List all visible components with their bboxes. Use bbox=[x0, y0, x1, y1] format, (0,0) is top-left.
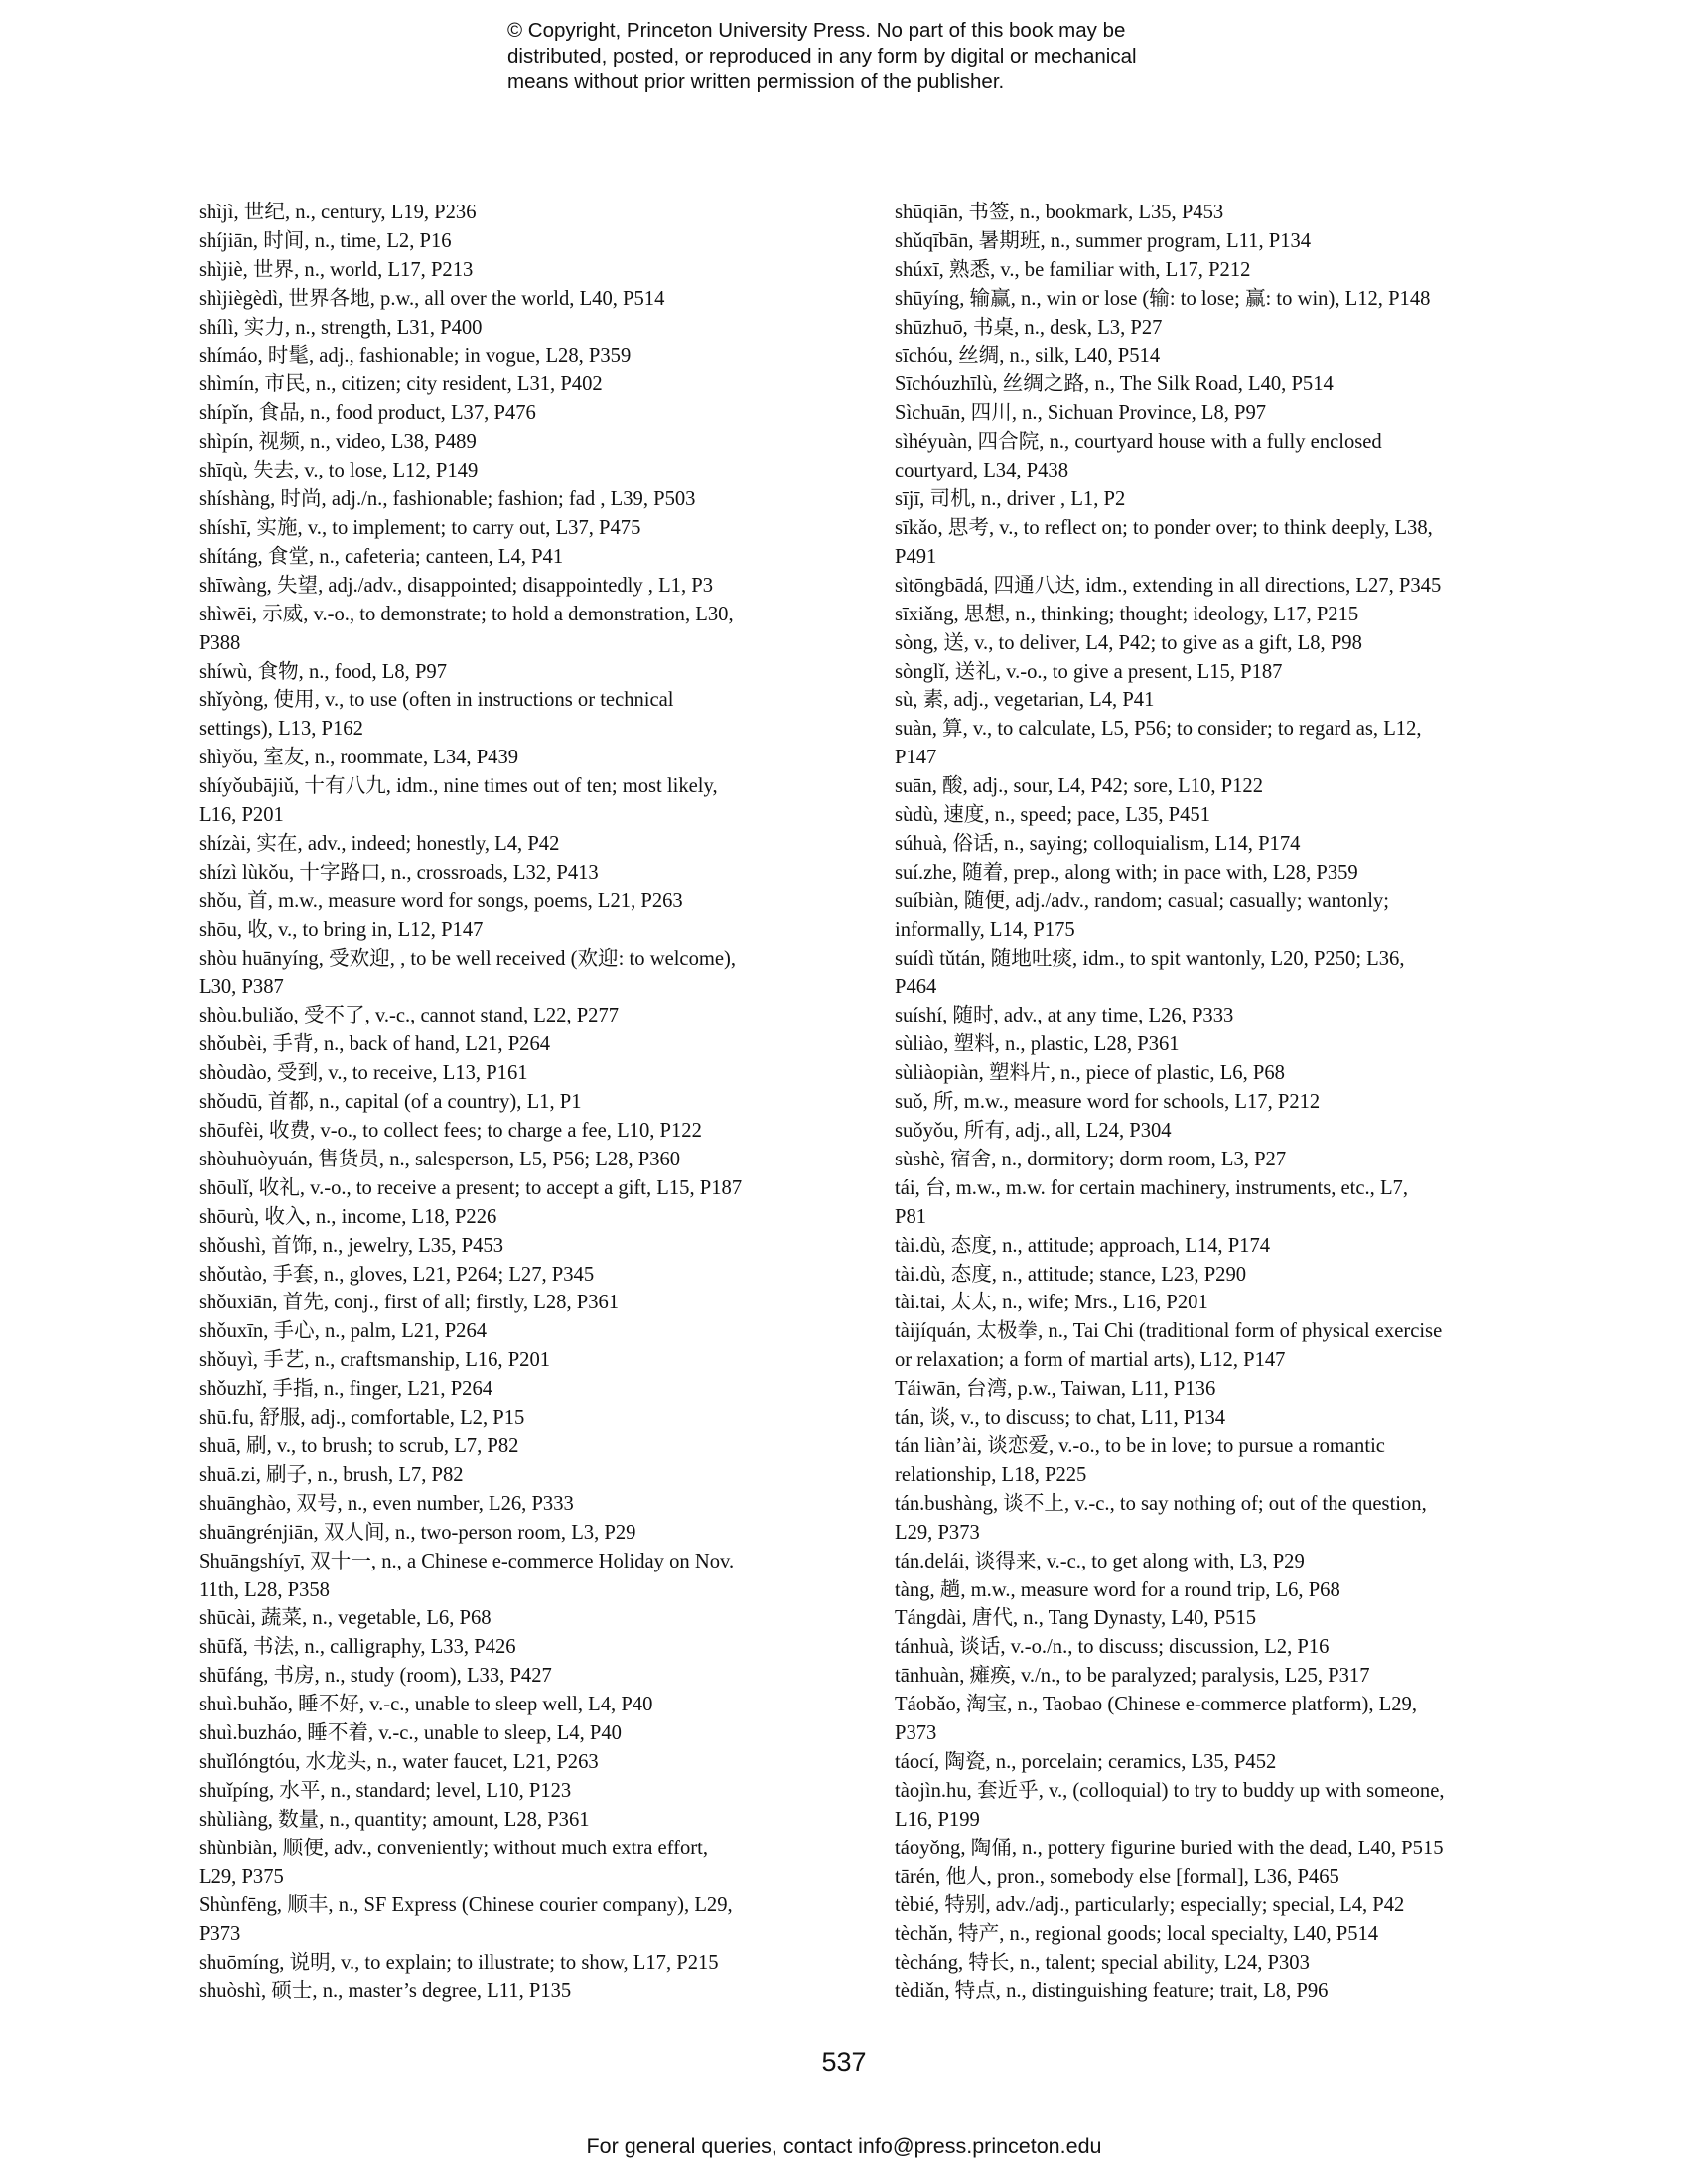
glossary-entry-line: shòu huānyíng, 受欢迎, , to be well received (欢迎: to welcome), bbox=[199, 947, 737, 970]
glossary-entry-line: shuì.buzháo, 睡不着, v.-c., unable to sleep, L4, P40 bbox=[199, 1722, 622, 1745]
glossary-entry-line: shūcài, 蔬菜, n., vegetable, L6, P68 bbox=[199, 1607, 492, 1630]
glossary-entry-line: L16, P199 bbox=[895, 1808, 980, 1831]
glossary-entry-line: shǐyòng, 使用, v., to use (often in instructions or technical bbox=[199, 689, 674, 712]
glossary-entry-line: sīchóu, 丝绸, n., silk, L40, P514 bbox=[895, 344, 1161, 367]
glossary-entry-line: Sīchóuzhīlù, 丝绸之路, n., The Silk Road, L40, P514 bbox=[895, 373, 1334, 396]
glossary-entry-line: sīxiǎng, 思想, n., thinking; thought; ideology, L17, P215 bbox=[895, 603, 1359, 625]
glossary-entry-line: P388 bbox=[199, 631, 241, 654]
glossary-right-column bbox=[895, 199, 1500, 2006]
glossary-entry-line: sùdù, 速度, n., speed; pace, L35, P451 bbox=[895, 804, 1211, 827]
glossary-entry-line: shǔqībān, 暑期班, n., summer program, L11, P134 bbox=[895, 229, 1312, 252]
glossary-entry-line: shúxī, 熟悉, v., be familiar with, L17, P212 bbox=[895, 258, 1251, 281]
glossary-entry-line: Tángdài, 唐代, n., Tang Dynasty, L40, P515 bbox=[895, 1607, 1257, 1630]
glossary-entry-line: shǒubèi, 手背, n., back of hand, L21, P264 bbox=[199, 1033, 551, 1056]
glossary-entry-line: shōu, 收, v., to bring in, L12, P147 bbox=[199, 918, 484, 941]
glossary-entry-line: shìjiègèdì, 世界各地, p.w., all over the world, L40, P514 bbox=[199, 287, 665, 310]
glossary-entry-line: shíyǒubājiǔ, 十有八九, idm., nine times out of ten; most likely, bbox=[199, 775, 718, 798]
glossary-entry-line: shìpín, 视频, n., video, L38, P489 bbox=[199, 431, 477, 454]
glossary-entry-line: sījī, 司机, n., driver , L1, P2 bbox=[895, 488, 1126, 511]
glossary-entry-line: sù, 素, adj., vegetarian, L4, P41 bbox=[895, 689, 1155, 712]
glossary-entry-line: Táiwān, 台湾, p.w., Taiwan, L11, P136 bbox=[895, 1378, 1216, 1401]
glossary-left-column bbox=[199, 199, 874, 2006]
glossary-entry-line: súhuà, 俗话, n., saying; colloquialism, L14, P174 bbox=[895, 832, 1301, 855]
glossary-entry-line: shū.fu, 舒服, adj., comfortable, L2, P15 bbox=[199, 1407, 525, 1430]
glossary-entry-line: Sìchuān, 四川, n., Sichuan Province, L8, P97 bbox=[895, 402, 1267, 425]
glossary-entry-line: L30, P387 bbox=[199, 976, 284, 999]
glossary-entry-line: shìjiè, 世界, n., world, L17, P213 bbox=[199, 258, 474, 281]
glossary-entry-line: shūzhuō, 书桌, n., desk, L3, P27 bbox=[895, 316, 1163, 339]
glossary-entry-line: shūyíng, 输赢, n., win or lose (输: to lose; 赢: to win), L12, P148 bbox=[895, 287, 1431, 310]
glossary-entry-line: shízài, 实在, adv., indeed; honestly, L4, P42 bbox=[199, 832, 560, 855]
glossary-entry-line: shǒutào, 手套, n., gloves, L21, P264; L27, P345 bbox=[199, 1263, 595, 1286]
glossary-entry-line: shílì, 实力, n., strength, L31, P400 bbox=[199, 316, 483, 339]
glossary-entry-line: P147 bbox=[895, 747, 937, 769]
glossary-entry-line: shuā.zi, 刷子, n., brush, L7, P82 bbox=[199, 1463, 464, 1486]
glossary-entry-line: relationship, L18, P225 bbox=[895, 1463, 1087, 1486]
glossary-entry-line: suàn, 算, v., to calculate, L5, P56; to consider; to regard as, L12, bbox=[895, 718, 1422, 741]
glossary-entry-line: shípǐn, 食品, n., food product, L37, P476 bbox=[199, 402, 536, 425]
glossary-entry-line: tàijíquán, 太极拳, n., Tai Chi (traditional form of physical exercise bbox=[895, 1320, 1443, 1343]
glossary-entry-line: sòng, 送, v., to deliver, L4, P42; to give as a gift, L8, P98 bbox=[895, 631, 1362, 654]
glossary-entry-line: sùliào, 塑料, n., plastic, L28, P361 bbox=[895, 1033, 1180, 1056]
glossary-entry-line: sùliàopiàn, 塑料片, n., piece of plastic, L6, P68 bbox=[895, 1062, 1285, 1085]
glossary-entry-line: shǒuxiān, 首先, conj., first of all; firstly, L28, P361 bbox=[199, 1292, 620, 1314]
glossary-entry-line: L16, P201 bbox=[199, 804, 284, 827]
glossary-entry-line: sīkǎo, 思考, v., to reflect on; to ponder over; to think deeply, L38, bbox=[895, 516, 1433, 539]
glossary-entry-line: sìtōngbādá, 四通八达, idm., extending in all directions, L27, P345 bbox=[895, 574, 1442, 597]
glossary-entry-line: táoyǒng, 陶俑, n., pottery figurine buried with the dead, L40, P515 bbox=[895, 1837, 1444, 1859]
glossary-entry-line: tái, 台, m.w., m.w. for certain machinery, instruments, etc., L7, bbox=[895, 1176, 1408, 1199]
glossary-entry-line: shūqiān, 书签, n., bookmark, L35, P453 bbox=[895, 202, 1224, 223]
glossary-entry-line: shuānghào, 双号, n., even number, L26, P333 bbox=[199, 1492, 574, 1515]
glossary-entry-line: shīqù, 失去, v., to lose, L12, P149 bbox=[199, 460, 479, 482]
footer-contact: For general queries, contact info@press.princeton.edu bbox=[586, 2134, 1102, 2158]
copyright-line: means without prior written permission of the publisher. bbox=[507, 70, 1005, 93]
glossary-entry-line: suǒ, 所, m.w., measure word for schools, L17, P212 bbox=[895, 1091, 1321, 1114]
glossary-entry-line: shōurù, 收入, n., income, L18, P226 bbox=[199, 1205, 497, 1228]
glossary-entry-line: shízì lùkǒu, 十字路口, n., crossroads, L32, P413 bbox=[199, 861, 599, 884]
glossary-entry-line: P81 bbox=[895, 1205, 927, 1228]
glossary-entry-line: shǒu, 首, m.w., measure word for songs, poems, L21, P263 bbox=[199, 889, 683, 912]
glossary-entry-line: shíshī, 实施, v., to implement; to carry out, L37, P475 bbox=[199, 516, 641, 539]
glossary-entry-line: courtyard, L34, P438 bbox=[895, 460, 1069, 482]
glossary-entry-line: tài.dù, 态度, n., attitude; stance, L23, P290 bbox=[895, 1263, 1247, 1286]
glossary-entry-line: suíbiàn, 随便, adj./adv., random; casual; casually; wantonly; bbox=[895, 889, 1389, 912]
glossary-entry-line: P491 bbox=[895, 545, 937, 568]
glossary-entry-line: shíshàng, 时尚, adj./n., fashionable; fashion; fad , L39, P503 bbox=[199, 488, 696, 511]
glossary-entry-line: shuāngrénjiān, 双人间, n., two-person room, L3, P29 bbox=[199, 1521, 636, 1544]
glossary-entry-line: shítáng, 食堂, n., cafeteria; canteen, L4, P41 bbox=[199, 545, 564, 568]
glossary-entry-line: suíshí, 随时, adv., at any time, L26, P333 bbox=[895, 1005, 1234, 1027]
glossary-entry-line: shíwù, 食物, n., food, L8, P97 bbox=[199, 660, 447, 683]
glossary-entry-line: shuōmíng, 说明, v., to explain; to illustrate; to show, L17, P215 bbox=[199, 1952, 719, 1975]
page-number: 537 bbox=[821, 2047, 867, 2077]
glossary-entry-line: shǒuzhǐ, 手指, n., finger, L21, P264 bbox=[199, 1378, 493, 1401]
glossary-entry-line: sìhéyuàn, 四合院, n., courtyard house with a fully enclosed bbox=[895, 431, 1382, 454]
glossary-entry-line: shūfáng, 书房, n., study (room), L33, P427 bbox=[199, 1665, 552, 1688]
glossary-entry-line: shuòshì, 硕士, n., master’s degree, L11, P135 bbox=[199, 1980, 572, 2003]
glossary-entry-line: tánhuà, 谈话, v.-o./n., to discuss; discussion, L2, P16 bbox=[895, 1636, 1330, 1659]
glossary-entry-line: shòu.buliǎo, 受不了, v.-c., cannot stand, L22, P277 bbox=[199, 1005, 620, 1027]
glossary-entry-line: tèdiǎn, 特点, n., distinguishing feature; trait, L8, P96 bbox=[895, 1980, 1329, 2003]
glossary-entry-line: shuǐlóngtóu, 水龙头, n., water faucet, L21, P263 bbox=[199, 1750, 599, 1773]
glossary-entry-line: táocí, 陶瓷, n., porcelain; ceramics, L35, P452 bbox=[895, 1750, 1277, 1773]
glossary-entry-line: shìwēi, 示威, v.-o., to demonstrate; to hold a demonstration, L30, bbox=[199, 603, 734, 625]
glossary-entry-line: shòuhuòyuán, 售货员, n., salesperson, L5, P56; L28, P360 bbox=[199, 1148, 681, 1170]
glossary-entry-line: shǒudū, 首都, n., capital (of a country), L1, P1 bbox=[199, 1091, 582, 1114]
glossary-entry-line: suídì tǔtán, 随地吐痰, idm., to spit wantonly, L20, P250; L36, bbox=[895, 947, 1405, 970]
glossary-entry-line: P464 bbox=[895, 976, 937, 999]
glossary-entry-line: tàojìn.hu, 套近乎, v., (colloquial) to try to buddy up with someone, bbox=[895, 1779, 1445, 1802]
glossary-entry-line: 11th, L28, P358 bbox=[199, 1578, 330, 1601]
glossary-entry-line: shìyǒu, 室友, n., roommate, L34, P439 bbox=[199, 747, 519, 769]
glossary-entry-line: tārén, 他人, pron., somebody else [formal], L36, P465 bbox=[895, 1865, 1339, 1888]
glossary-entry-line: tán, 谈, v., to discuss; to chat, L11, P134 bbox=[895, 1407, 1226, 1430]
glossary-entry-line: shīwàng, 失望, adj./adv., disappointed; disappointedly , L1, P3 bbox=[199, 574, 714, 597]
glossary-entry-line: Shùnfēng, 顺丰, n., SF Express (Chinese courier company), L29, bbox=[199, 1894, 733, 1917]
glossary-entry-line: tàng, 趟, m.w., measure word for a round trip, L6, P68 bbox=[895, 1578, 1340, 1601]
glossary-entry-line: shūfǎ, 书法, n., calligraphy, L33, P426 bbox=[199, 1636, 516, 1659]
glossary-entry-line: shuǐpíng, 水平, n., standard; level, L10, P123 bbox=[199, 1779, 572, 1802]
glossary-entry-line: shōufèi, 收费, v-o., to collect fees; to charge a fee, L10, P122 bbox=[199, 1120, 702, 1142]
glossary-entry-line: tài.tai, 太太, n., wife; Mrs., L16, P201 bbox=[895, 1292, 1208, 1314]
glossary-entry-line: shǒuxīn, 手心, n., palm, L21, P264 bbox=[199, 1320, 488, 1343]
glossary-entry-line: L29, P373 bbox=[895, 1521, 980, 1544]
glossary-entry-line: Shuāngshíyī, 双十一, n., a Chinese e-commerce Holiday on Nov. bbox=[199, 1550, 735, 1572]
glossary-entry-line: shuì.buhǎo, 睡不好, v.-c., unable to sleep well, L4, P40 bbox=[199, 1694, 653, 1716]
glossary-entry-line: informally, L14, P175 bbox=[895, 918, 1075, 941]
glossary-entry-line: tèchǎn, 特产, n., regional goods; local specialty, L40, P514 bbox=[895, 1923, 1379, 1946]
glossary-entry-line: or relaxation; a form of martial arts), L12, P147 bbox=[895, 1349, 1286, 1372]
glossary-entry-line: shùliàng, 数量, n., quantity; amount, L28, P361 bbox=[199, 1808, 590, 1831]
glossary-entry-line: shìjì, 世纪, n., century, L19, P236 bbox=[199, 202, 477, 223]
glossary-entry-line: settings), L13, P162 bbox=[199, 718, 363, 741]
glossary-entry-line: suān, 酸, adj., sour, L4, P42; sore, L10, P122 bbox=[895, 775, 1263, 798]
glossary-entry-line: shǒushì, 首饰, n., jewelry, L35, P453 bbox=[199, 1234, 503, 1257]
glossary-entry-line: shìmín, 市民, n., citizen; city resident, L31, P402 bbox=[199, 373, 603, 396]
glossary-entry-line: suǒyǒu, 所有, adj., all, L24, P304 bbox=[895, 1120, 1172, 1142]
copyright-notice bbox=[507, 18, 1262, 95]
glossary-entry-line: sònglǐ, 送礼, v.-o., to give a present, L15, P187 bbox=[895, 660, 1283, 683]
glossary-entry-line: P373 bbox=[895, 1722, 937, 1745]
glossary-entry-line: tèbié, 特别, adv./adj., particularly; especially; special, L4, P42 bbox=[895, 1894, 1405, 1917]
copyright-line: © Copyright, Princeton University Press. No part of this book may be bbox=[507, 19, 1126, 42]
glossary-entry-line: Táobǎo, 淘宝, n., Taobao (Chinese e-commerce platform), L29, bbox=[895, 1694, 1418, 1716]
glossary-entry-line: shùnbiàn, 顺便, adv., conveniently; without much extra effort, bbox=[199, 1837, 709, 1859]
glossary-entry-line: shíjiān, 时间, n., time, L2, P16 bbox=[199, 229, 452, 252]
glossary-entry-line: shuā, 刷, v., to brush; to scrub, L7, P82 bbox=[199, 1434, 519, 1457]
glossary-entry-line: tán.delái, 谈得来, v.-c., to get along with, L3, P29 bbox=[895, 1550, 1305, 1572]
glossary-entry-line: shímáo, 时髦, adj., fashionable; in vogue, L28, P359 bbox=[199, 344, 632, 367]
glossary-entry-line: L29, P375 bbox=[199, 1865, 284, 1888]
copyright-line: distributed, posted, or reproduced in any form by digital or mechanical bbox=[507, 45, 1137, 68]
glossary-entry-line: tècháng, 特长, n., talent; special ability, L24, P303 bbox=[895, 1952, 1310, 1975]
glossary-entry-line: sùshè, 宿舍, n., dormitory; dorm room, L3, P27 bbox=[895, 1148, 1287, 1170]
glossary-entry-line: shòudào, 受到, v., to receive, L13, P161 bbox=[199, 1062, 528, 1085]
glossary-entry-line: tài.dù, 态度, n., attitude; approach, L14, P174 bbox=[895, 1234, 1271, 1257]
glossary-entry-line: shōulǐ, 收礼, v.-o., to receive a present; to accept a gift, L15, P187 bbox=[199, 1176, 743, 1199]
glossary-entry-line: tānhuàn, 瘫痪, v./n., to be paralyzed; paralysis, L25, P317 bbox=[895, 1665, 1370, 1688]
glossary-entry-line: tán.bushàng, 谈不上, v.-c., to say nothing of; out of the question, bbox=[895, 1492, 1427, 1515]
glossary-entry-line: shǒuyì, 手艺, n., craftsmanship, L16, P201 bbox=[199, 1349, 551, 1372]
glossary-entry-line: P373 bbox=[199, 1923, 241, 1946]
glossary-entry-line: suí.zhe, 随着, prep., along with; in pace with, L28, P359 bbox=[895, 861, 1358, 884]
glossary-entry-line: tán liàn’ài, 谈恋爱, v.-o., to be in love; to pursue a romantic bbox=[895, 1434, 1385, 1457]
